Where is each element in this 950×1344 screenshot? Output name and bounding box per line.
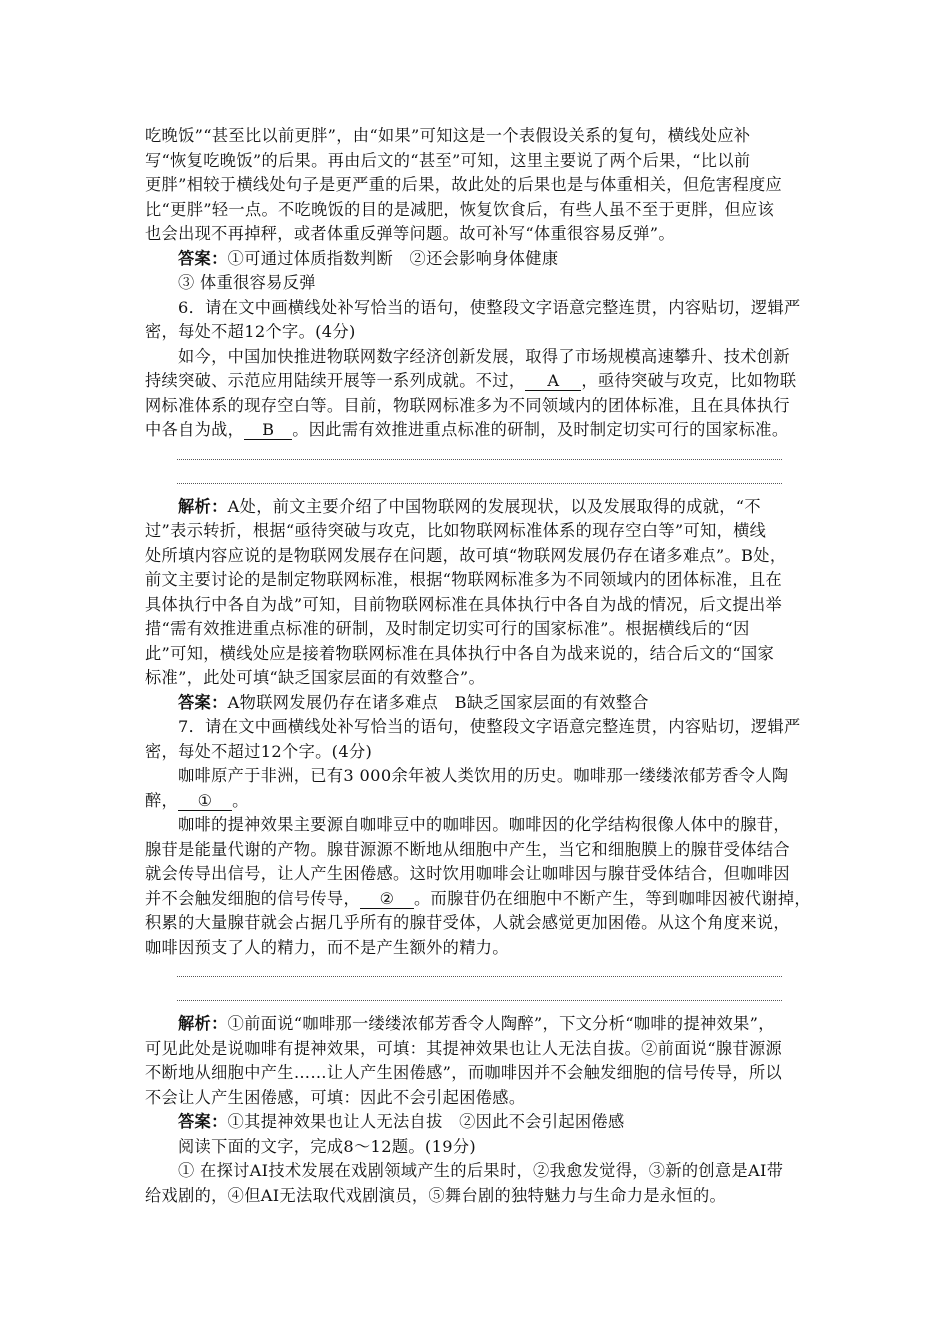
passage-text: 持续突破、示范应用陆续开展等一系列成就。不过，: [145, 371, 526, 390]
reading-sentence: 给戏剧的，④但AI无法取代戏剧演员，⑤舞台剧的独特魅力与生命力是永恒的。: [145, 1185, 727, 1205]
question-6: [145, 296, 810, 716]
text-line: 更胖”相较于横线处句子是更严重的后果，故此处的后果也是与体重相关，但危害程度应: [145, 175, 783, 194]
reading-sentence: ① 在探讨AI技术发展在戏剧领域产生的后果时，②我愈发觉得，③新的创意是AI带: [178, 1161, 784, 1180]
text-line: 也会出现不再掉秤，或者体重反弹等问题。故可补写“体重很容易反弹”。: [145, 224, 675, 243]
analysis-text: 不会让人产生困倦感，可填：因此不会引起困倦感。: [145, 1087, 526, 1107]
analysis-label: 解析：: [178, 496, 228, 516]
passage-text: 。因此需有效推进重点标准的研制，及时制定切实可行的国家标准。: [292, 420, 789, 439]
passage-text: 并不会触发细胞的信号传导，: [145, 888, 360, 908]
analysis-label: 解析：: [178, 1014, 228, 1033]
passage-text: 中各自为战，: [145, 420, 245, 439]
answer-label: 答案：: [178, 248, 228, 268]
passage-line: 咖啡的提神效果主要源自咖啡豆中的咖啡因。咖啡因的化学结构很像人体中的腺苷，: [178, 815, 790, 834]
passage-line: 腺苷是能量代谢的产物。腺苷源源不断地从细胞中产生，当它和细胞膜上的腺苷受体结合: [145, 839, 790, 859]
answer-line: [177, 471, 782, 495]
question-prompt: 密，每处不超12个字。(4分): [145, 322, 356, 341]
answer-text: ③ 体重很容易反弹: [178, 273, 316, 292]
passage-line: 如今，中国加快推进物联网数字经济创新发展，取得了市场规模高速攀升、技术创新: [178, 346, 790, 366]
passage-line: 咖啡原产于非洲，已有3 000余年被人类饮用的历史。咖啡那一缕缕浓郁芳香令人陶: [178, 766, 789, 785]
analysis-text: ①前面说“咖啡那一缕缕浓郁芳香令人陶醉”，下文分析“咖啡的提神效果”，: [227, 1014, 775, 1033]
blank-b: B: [244, 421, 292, 440]
analysis-text: 不断地从细胞中产生……让人产生困倦感”，而咖啡因并不会触发细胞的信号传导，所以: [145, 1063, 783, 1082]
question-prompt: 6．请在文中画横线处补写恰当的语句，使整段文字语意完整连贯，内容贴切，逻辑严: [178, 297, 801, 317]
analysis-text: A处，前文主要介绍了中国物联网的发展现状，以及发展取得的成就，“不: [227, 496, 761, 516]
text-line: 写“恢复吃晚饭”的后果。再由后文的“甚至”可知，这里主要说了两个后果，“比以前: [145, 150, 751, 170]
analysis-q5-continued: [145, 124, 810, 247]
passage-text: 醉，: [145, 790, 179, 810]
question-prompt: 密，每处不超过12个字。(4分): [145, 741, 373, 761]
answer-label: 答案：: [178, 1112, 228, 1131]
answer-text: ①可通过体质指数判断 ②还会影响身体健康: [227, 248, 559, 268]
question-prompt: 7．请在文中画横线处补写恰当的语句，使整段文字语意完整连贯，内容贴切，逻辑严: [178, 717, 801, 736]
analysis-text: 标准”，此处可填“缺乏国家层面的有效整合”。: [145, 668, 486, 687]
analysis-text: 可见此处是说咖啡有提神效果，可填：其提神效果也让人无法自拔。②前面说“腺苷源源: [145, 1038, 783, 1058]
analysis-text: 此”可知，横线处应是接着物联网标准在具体执行中各自为战来说的，结合后文的“国家: [145, 643, 775, 663]
passage-line: 积累的大量腺苷就会占据几乎所有的腺苷受体，人就会感觉更加困倦。从这个角度来说，: [145, 913, 790, 932]
reading-intro: 阅读下面的文字，完成8～12题。(19分): [178, 1136, 477, 1156]
question-7: [145, 715, 810, 1135]
passage-line: 咖啡因预支了人的精力，而不是产生额外的精力。: [145, 937, 509, 957]
passage-line: 网标准体系的现存空白等。目前，物联网标准多为不同领域内的团体标准，且在具体执行: [145, 395, 790, 415]
passage-text: ，亟待突破与攻克，比如物联: [581, 371, 797, 390]
text-line: 吃晚饭”“甚至比以前更胖”，由“如果”可知这是一个表假设关系的复句，横线处应补: [145, 126, 751, 145]
analysis-text: 处所填内容应说的是物联网发展存在问题，故可填“物联网发展仍存在诸多难点”。B处，: [145, 545, 787, 565]
blank-1: ①: [178, 792, 232, 811]
answer-line: [177, 447, 782, 471]
answer-text: ①其提神效果也让人无法自拔 ②因此不会引起困倦感: [227, 1112, 625, 1131]
blank-a: A: [525, 372, 581, 391]
answer-label: 答案：: [178, 692, 228, 712]
passage-text: 。而腺苷仍在细胞中不断产生，等到咖啡因被代谢掉，: [414, 888, 811, 908]
answer-line: [177, 988, 782, 1012]
reading-section: [145, 1135, 810, 1209]
passage-text: 。: [232, 790, 249, 810]
document-page: [145, 124, 810, 1208]
answer-line: [177, 964, 782, 988]
text-line: 比“更胖”轻一点。不吃晚饭的目的是减肥，恢复饮食后，有些人虽不至于更胖，但应该: [145, 199, 775, 219]
analysis-text: 前文主要讨论的是制定物联网标准，根据“物联网标准多为不同领域内的团体标准，且在: [145, 570, 783, 589]
analysis-text: 措“需有效推进重点标准的研制，及时制定切实可行的国家标准”。根据横线后的“因: [145, 619, 750, 638]
passage-line: 就会传导出信号，让人产生困倦感。这时饮用咖啡会让咖啡因与腺苷受体结合，但咖啡因: [145, 864, 790, 883]
blank-2: ②: [360, 890, 414, 909]
analysis-text: 具体执行中各自为战”可知，目前物联网标准在具体执行中各自为战的情况，后文提出举: [145, 594, 783, 614]
analysis-text: 过”表示转折，根据“亟待突破与攻克，比如物联网标准体系的现存空白等”可知，横线: [145, 521, 767, 540]
answer-q5: [145, 247, 810, 296]
answer-text: A物联网发展仍存在诸多难点 B缺乏国家层面的有效整合: [227, 692, 649, 712]
